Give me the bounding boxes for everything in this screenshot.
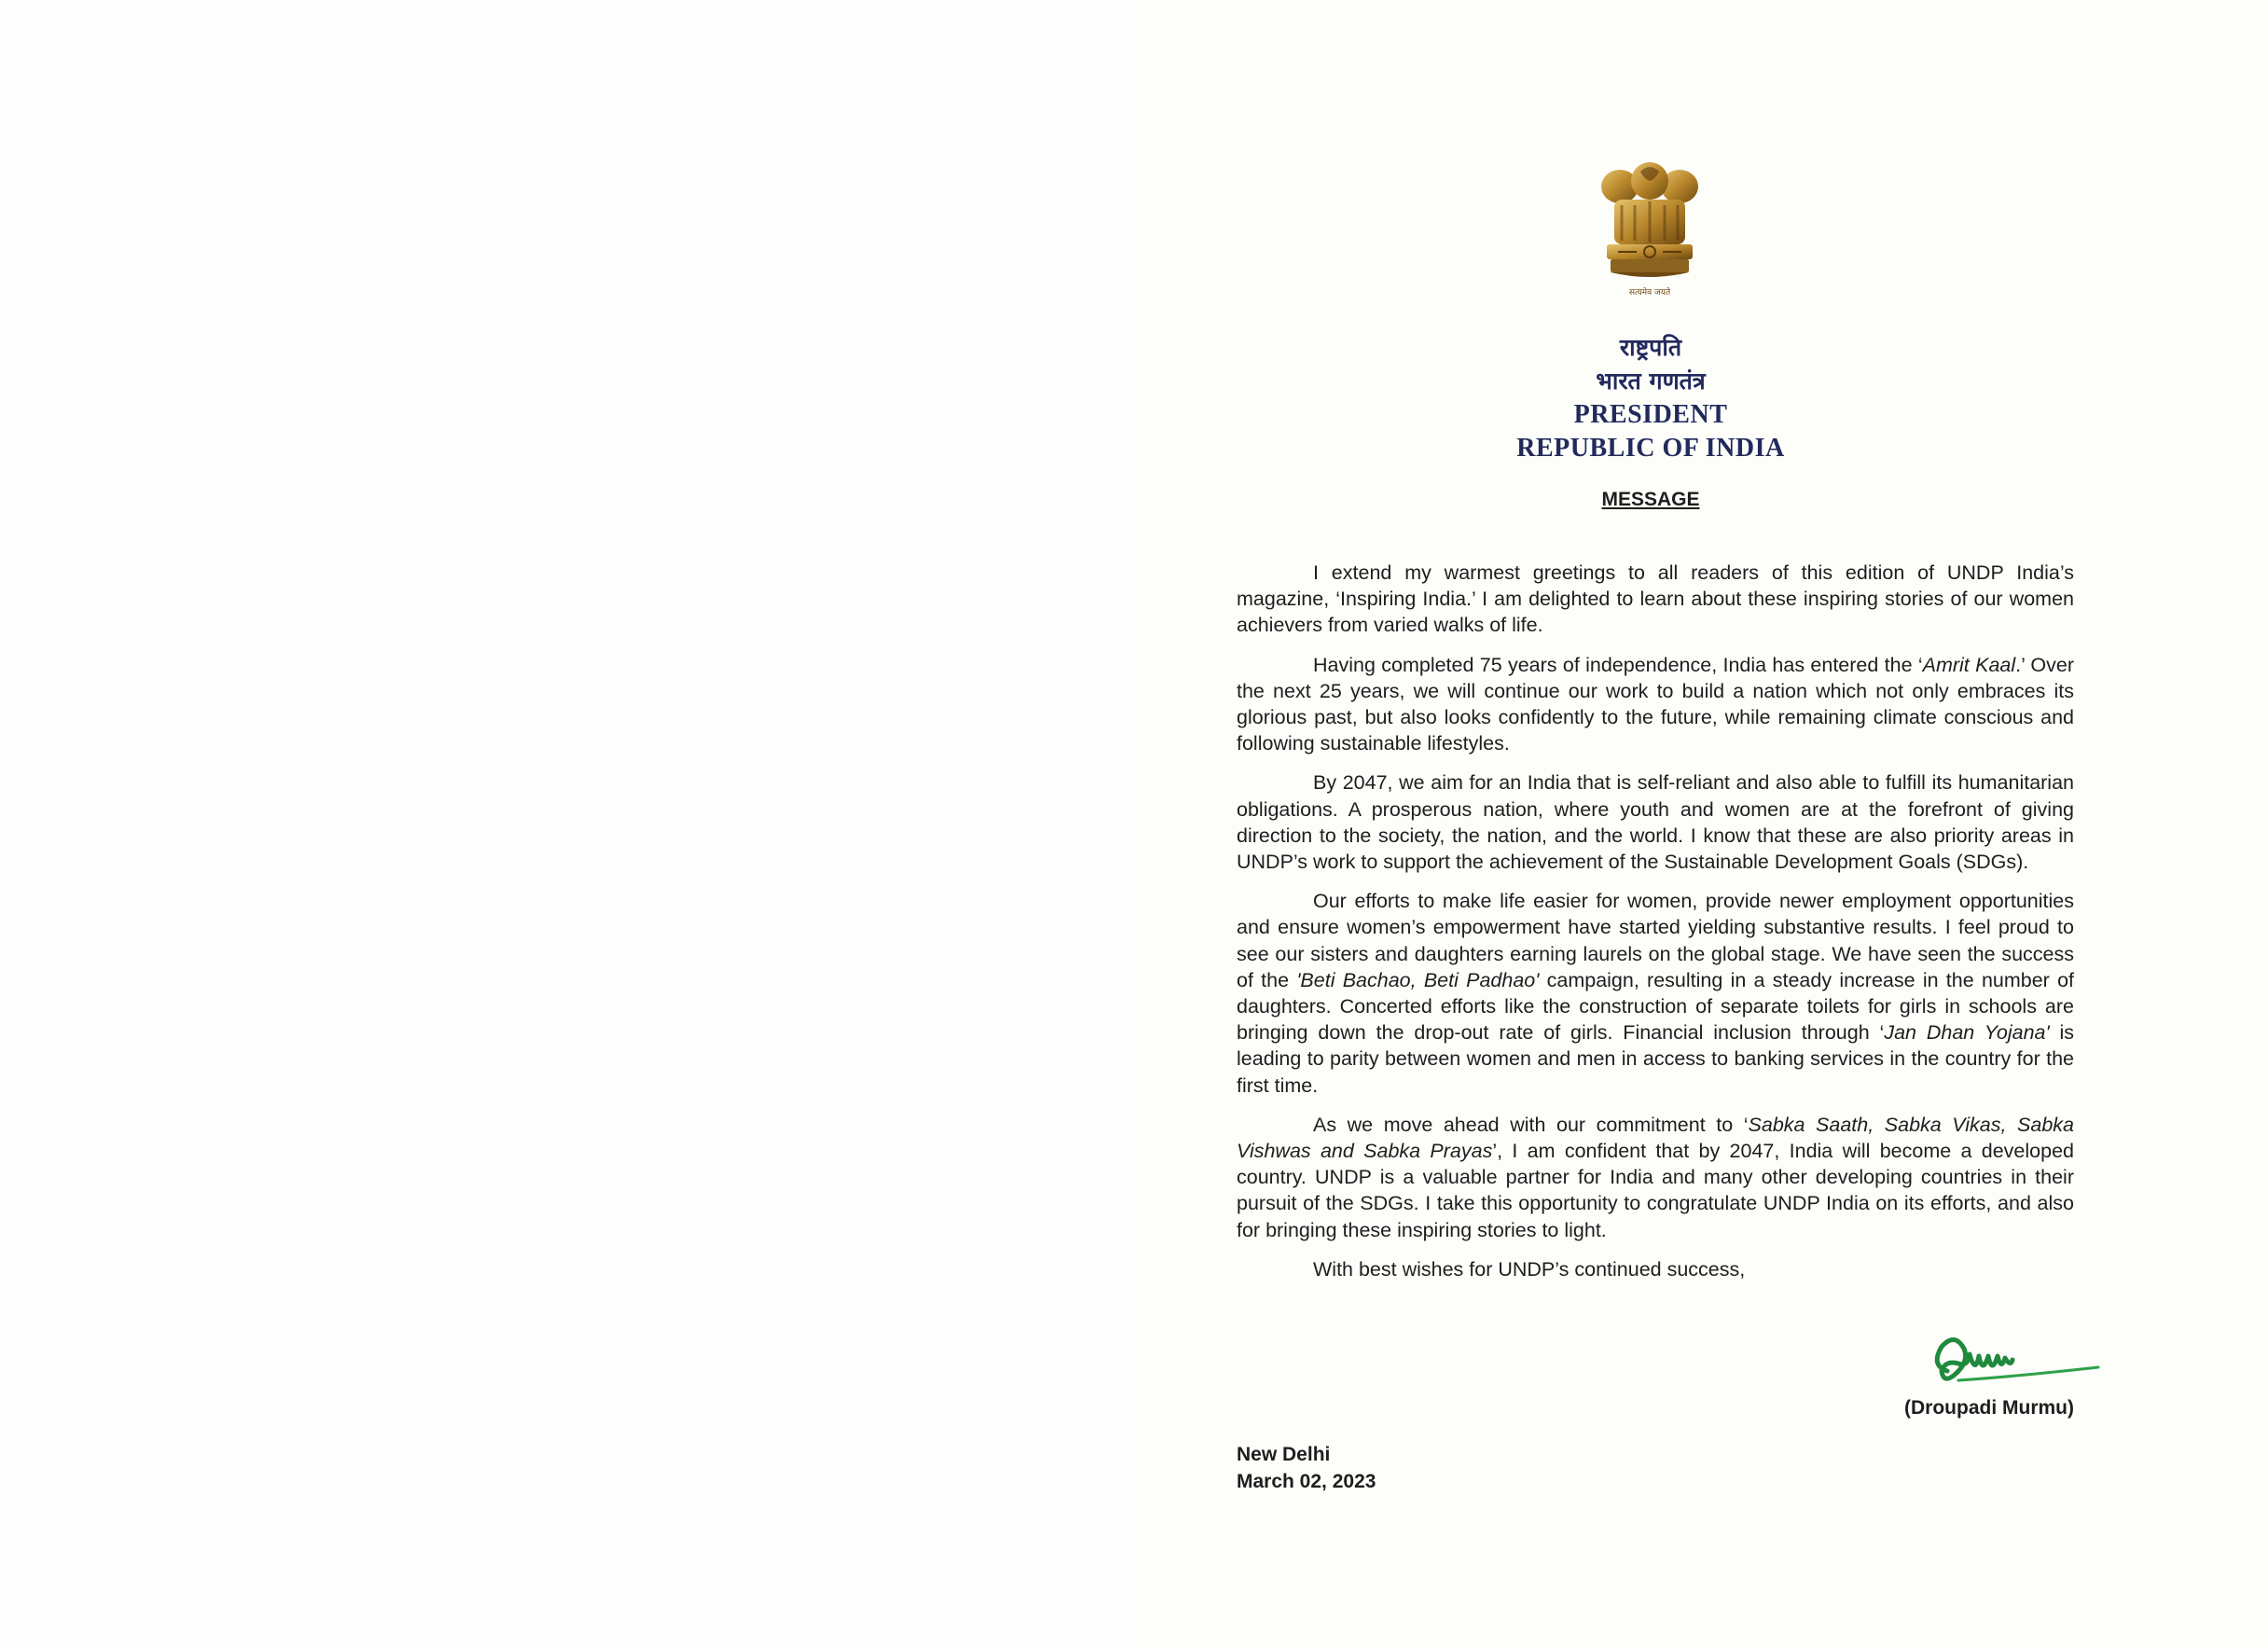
subtitle-hindi: भारत गणतंत्र <box>1596 367 1706 395</box>
paragraph-text: ’, I am confident that by 2047, India will become a developed country. UNDP is a valuable partner for India and many other developing countries in their pursuit of the SDGs. I take this opportunity to congratulate UNDP India on its efforts, and also for bringing these inspiring stories to light. <box>1237 1140 2074 1241</box>
paragraph-text: As we move ahead with our commitment to ‘ <box>1313 1113 1749 1136</box>
title-hindi: राष्ट्रपति <box>1619 334 1682 361</box>
message-paragraph <box>1237 652 2074 757</box>
paragraph-text: Having completed 75 years of independence, India has entered the ‘ <box>1313 653 1923 676</box>
signature-icon <box>1921 1324 2108 1399</box>
emblem-motto: सत्यमेव जयते <box>1628 288 1671 298</box>
paragraph-text: By 2047, we aim for an India that is self-reliant and also able to fulfill its humanitarian obligations. A prosperous nation, where youth and women are at the forefront of giving direction to the society, the nation, and the world. I know that these are also priority areas in UNDP’s work to support the achievement of the Sustainable Development Goals (SDGs). <box>1237 771 2074 874</box>
signatory-name: (Droupadi Murmu) <box>1904 1397 2074 1419</box>
paragraph-text: campaign, resulting in a steady increase in the number of daughters. Concerted efforts like the construction of separate toilets for girls in schools are bringing down the drop-out rate of girls. Financial inclusion through ‘ <box>1237 968 2075 1045</box>
letterhead <box>1399 331 1902 465</box>
title-english: PRESIDENT <box>1573 400 1728 429</box>
national-emblem-icon <box>1597 159 1702 298</box>
italic-text: 'Beti Bachao, Beti Padhao' <box>1296 968 1540 991</box>
message-heading: MESSAGE <box>1601 489 1700 510</box>
paragraph-text: Our efforts to make life easier for women, provide newer employment opportunities and ensure women’s empowerment have started yielding substantive results. I feel proud to see our sisters and daughters earning laurels on the global stage. We have seen the success of the <box>1237 890 2074 991</box>
subtitle-english: REPUBLIC OF INDIA <box>1516 434 1785 463</box>
place-date-block <box>1237 1441 1376 1495</box>
message-body <box>1237 560 2074 1295</box>
italic-text: Sabka Saath, Sabka Vikas, Sabka Vishwas and Sabka Prayas <box>1237 1113 2074 1163</box>
message-paragraph <box>1237 560 2074 639</box>
italic-text: Amrit Kaal <box>1922 653 2016 676</box>
paragraph-text: I extend my warmest greetings to all readers of this edition of UNDP India’s magazine, ‘Inspiring India.’ I am delighted to learn about these inspiring stories of our women achievers from varied walks of life. <box>1237 561 2074 637</box>
message-paragraph <box>1237 1112 2074 1243</box>
paragraph-text: is leading to parity between women and men in access to banking services in the country for the first time. <box>1237 1021 2074 1097</box>
paragraph-text: .’ Over the next 25 years, we will continue our work to build a nation which not only embraces its glorious past, but also looks confidently to the future, while remaining climate conscious and following sustainable lifestyles. <box>1237 653 2074 755</box>
italic-text: Jan Dhan Yojana' <box>1884 1021 2050 1045</box>
paragraph-text: With best wishes for UNDP’s continued success, <box>1313 1257 1746 1281</box>
message-paragraph <box>1237 888 2074 1099</box>
place: New Delhi <box>1237 1444 1331 1465</box>
date: March 02, 2023 <box>1237 1471 1376 1492</box>
message-paragraph <box>1237 1256 2074 1282</box>
message-paragraph <box>1237 769 2074 875</box>
